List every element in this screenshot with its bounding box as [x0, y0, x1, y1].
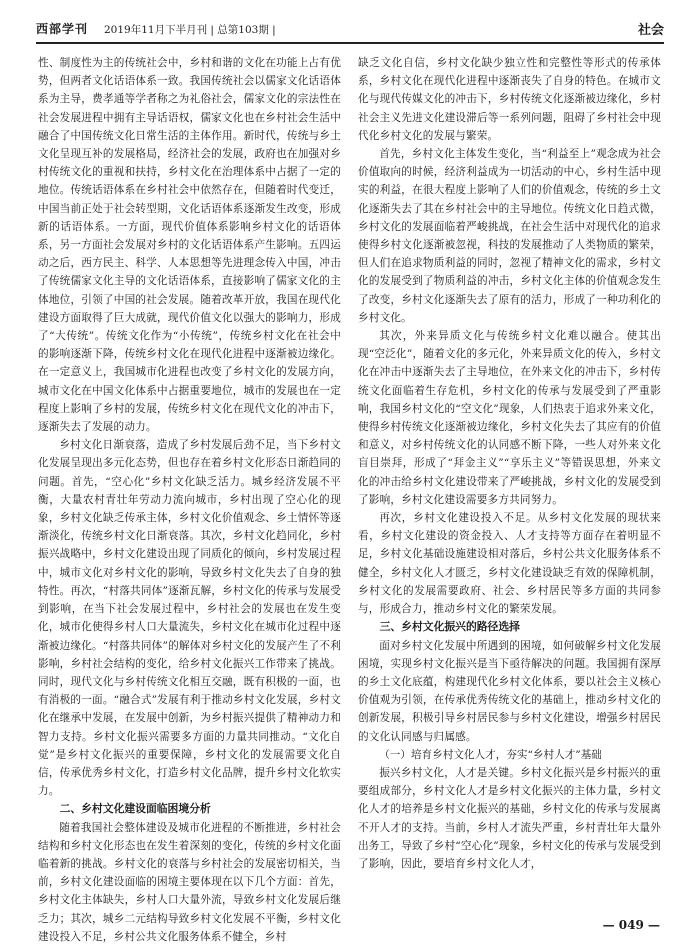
- page-number: — 049 —: [602, 918, 660, 932]
- section-heading: 三、乡村文化振兴的路径选择: [379, 620, 520, 634]
- paragraph: 性、制度性为主的传统社会中，乡村和谐的文化在功能上占有优势，但两者文化话语体系一致。我国传统社会以儒家文化话语体系为主导，费孝通等学者称之为礼俗社会，儒家文化的宗法性在社会发展进程中拥有主导话语权，儒家文化也在乡村社会生活中融合了中国传统文化日常生活的主体作用。新时代，传统与乡土文化呈现互补的发展格局，经济社会的发展，政府也在加强对乡村传统文化的重视和扶持，乡村文化在治理体系中占据了一定的地位。传统话语体系在乡村社会中依然存在，但随着时代变迁，中国当前正处于社会转型期，文化话语体系逐渐发生改变，形成新的话语体系。一方面，现代价值体系影响乡村文化的话语体系，另一方面社会发展对乡村的文化话语体系产生影响。五四运动之后，西方民主、科学、人本思想等先进理念传入中国，冲击了传统儒家文化主导的文化话语体系，直接影响了儒家文化的主体地位，引领了中国的社会发展。随着改革开放，我国在现代化建设方面取得了巨大成就，现代价值文化以强大的影响力，形成了“大传统”。传统文化作为“小传统”，传统乡村文化在社会中的影响逐渐下降，传统乡村文化在现代化进程中逐渐被边缘化。在一定意义上，我国城市化进程也改变了乡村文化的发展方向，城市文化在中国文化体系中占据重要地位，城市的发展也在一定程度上影响了乡村的发展，传统乡村文化在现代文化的冲击下，逐渐失去了发展的动力。: [38, 57, 341, 434]
- left-column: [38, 54, 341, 943]
- journal-title: 西部学刊: [36, 22, 89, 36]
- paragraph: 首先，乡村文化主体发生变化，当“利益至上”观念成为社会价值取向的时候，经济利益成为一切活动的中心，乡村生活中现实的利益，在很大程度上影响了人们的价值观念，传统的乡土文化逐渐失去了其在乡村社会中的主导地位。传统文化日趋式微，乡村文化的发展面临着严峻挑战，在社会生活中对现代化的追求使得乡村文化逐渐被忽视，科技的发展推动了人类物质的繁荣，但人们在追求物质利益的同时，忽视了精神文化的需求，乡村文化的发展受到了物质利益的冲击，乡村文化主体的价值观念发生了改变，乡村文化逐渐失去了原有的活力，形成了一种功利化的乡村文化。: [358, 148, 661, 324]
- section-label: 社会: [637, 23, 664, 38]
- subsection-heading: （一）培育乡村文化人才，夯实“乡村人才”基础: [379, 748, 602, 761]
- issue-info: 2019年11月下半月刊 | 总第103期 |: [104, 24, 276, 36]
- section-heading: 二、乡村文化建设面临困境分析: [59, 802, 211, 816]
- paragraph: 再次，乡村文化建设投入不足。从乡村文化发展的现状来看，乡村文化建设的资金投入、人才支持等方面存在着明显不足，乡村文化基础设施建设相对落后，乡村公共文化服务体系不健全，乡村文化人才匮乏，乡村文化建设缺乏有效的保障机制，乡村文化的发展需要政府、社会、乡村居民等多方面的共同参与，形成合力，推动乡村文化的繁荣发展。: [358, 512, 661, 616]
- paragraph: 振兴乡村文化，人才是关键。乡村文化振兴是乡村振兴的重要组成部分，乡村文化人才是乡村文化振兴的主体力量，乡村文化人才的培养是乡村文化振兴的基础，乡村文化的传承与发展离不开人才的支持。当前，乡村人才流失严重，乡村青壮年大量外出务工，导致了乡村“空心化”现象，乡村文化的传承与发展受到了影响，因此，要培育乡村文化人才，: [358, 766, 661, 870]
- paragraph: 随着我国社会整体建设及城市化进程的不断推进，乡村社会结构和乡村文化形态也在发生着深刻的变化，传统的乡村文化面临着新的挑战。乡村文化的衰落与乡村社会的发展密切相关，当前，乡村文化建设面临的困境主要体现在以下几个方面：首先，乡村文化主体缺失，乡村人口大量外流，导致乡村文化发展后继乏力；其次，城乡二元结构导致乡村文化发展不平衡，乡村文化建设投入不足，乡村公共文化服务体系不健全，乡村: [38, 821, 341, 943]
- paragraph: 其次，外来异质文化与传统乡村文化难以融合。使其出现“空泛化”，随着文化的多元化，外来异质文化的传入，乡村文化在冲击中逐渐失去了主导地位，在外来文化的冲击下，乡村传统文化面临着生存危机，乡村文化的传承与发展受到了严重影响，我国乡村文化的“空文化”现象，人们热衷于追求外来文化，使得乡村传统文化逐渐被边缘化，乡村文化失去了其应有的价值和意义，对乡村传统文化的认同感不断下降，一些人对外来文化盲目崇拜，形成了“拜金主义”“享乐主义”等错误思想，外来文化的冲击给乡村文化建设带来了严峻挑战，乡村文化的发展受到了影响，乡村文化建设需要多方共同努力。: [358, 330, 661, 506]
- running-header: [36, 18, 664, 44]
- paragraph: 乡村文化日渐衰落，造成了乡村发展后劲不足，当下乡村文化发展呈现出多元化态势，但也存在着乡村文化形态日渐趋同的问题。首先，“空心化”乡村文化缺乏活力。城乡经济发展不平衡，大量农村青壮年劳动力流向城市，乡村出现了空心化的现象，乡村文化缺乏传承主体，乡村文化价值观念、乡土情怀等逐渐淡化，传统乡村文化日渐衰落。其次，乡村文化趋同化，乡村振兴战略中，乡村文化建设出现了同质化的倾向，乡村发展过程中，城市文化对乡村文化的影响，导致乡村文化失去了自身的独特性。再次，“村落共同体”逐渐瓦解，乡村文化的传承与发展受到影响，在当下社会发展过程中，乡村社会的发展也在发生变化，城市化使得乡村人口大量流失，乡村文化在城市化过程中逐渐被边缘化。“村落共同体”的解体对乡村文化的发展产生了不利影响，乡村社会结构的变化，给乡村文化振兴工作带来了挑战。同时，现代文化与乡村传统文化相互交融，既有积极的一面，也有消极的一面。“融合式”发展有利于推动乡村文化发展，乡村文化在继承中发展，在发展中创新，为乡村振兴提供了精神动力和智力支持。乡村文化振兴需要多方面的力量共同推动。“文化自觉”是乡村文化振兴的重要保障，乡村文化的发展需要文化自信，传承优秀乡村文化，打造乡村文化品牌，提升乡村文化软实力。: [38, 439, 341, 798]
- right-column: [358, 54, 661, 902]
- paragraph: 缺乏文化自信，乡村文化缺少独立性和完整性等形式的传承体系，乡村文化在现代化进程中逐渐丧失了自身的特色。在城市文化与现代传媒文化的冲击下，乡村传统文化逐渐被边缘化，乡村社会主义先进文化建设滞后等一系列问题，阻碍了乡村社会中现代化乡村文化的发展与繁荣。: [358, 57, 661, 142]
- paragraph: 面对乡村文化发展中所遇到的困境，如何破解乡村文化发展困境，实现乡村文化振兴是当下亟待解决的问题。我国拥有深厚的乡土文化底蕴，构建现代化乡村文化体系，要以社会主义核心价值观为引领，在传承优秀传统文化的基础上，推动乡村文化的创新发展，积极引导乡村居民参与乡村文化建设，增强乡村居民的文化认同感与归属感。: [358, 639, 661, 743]
